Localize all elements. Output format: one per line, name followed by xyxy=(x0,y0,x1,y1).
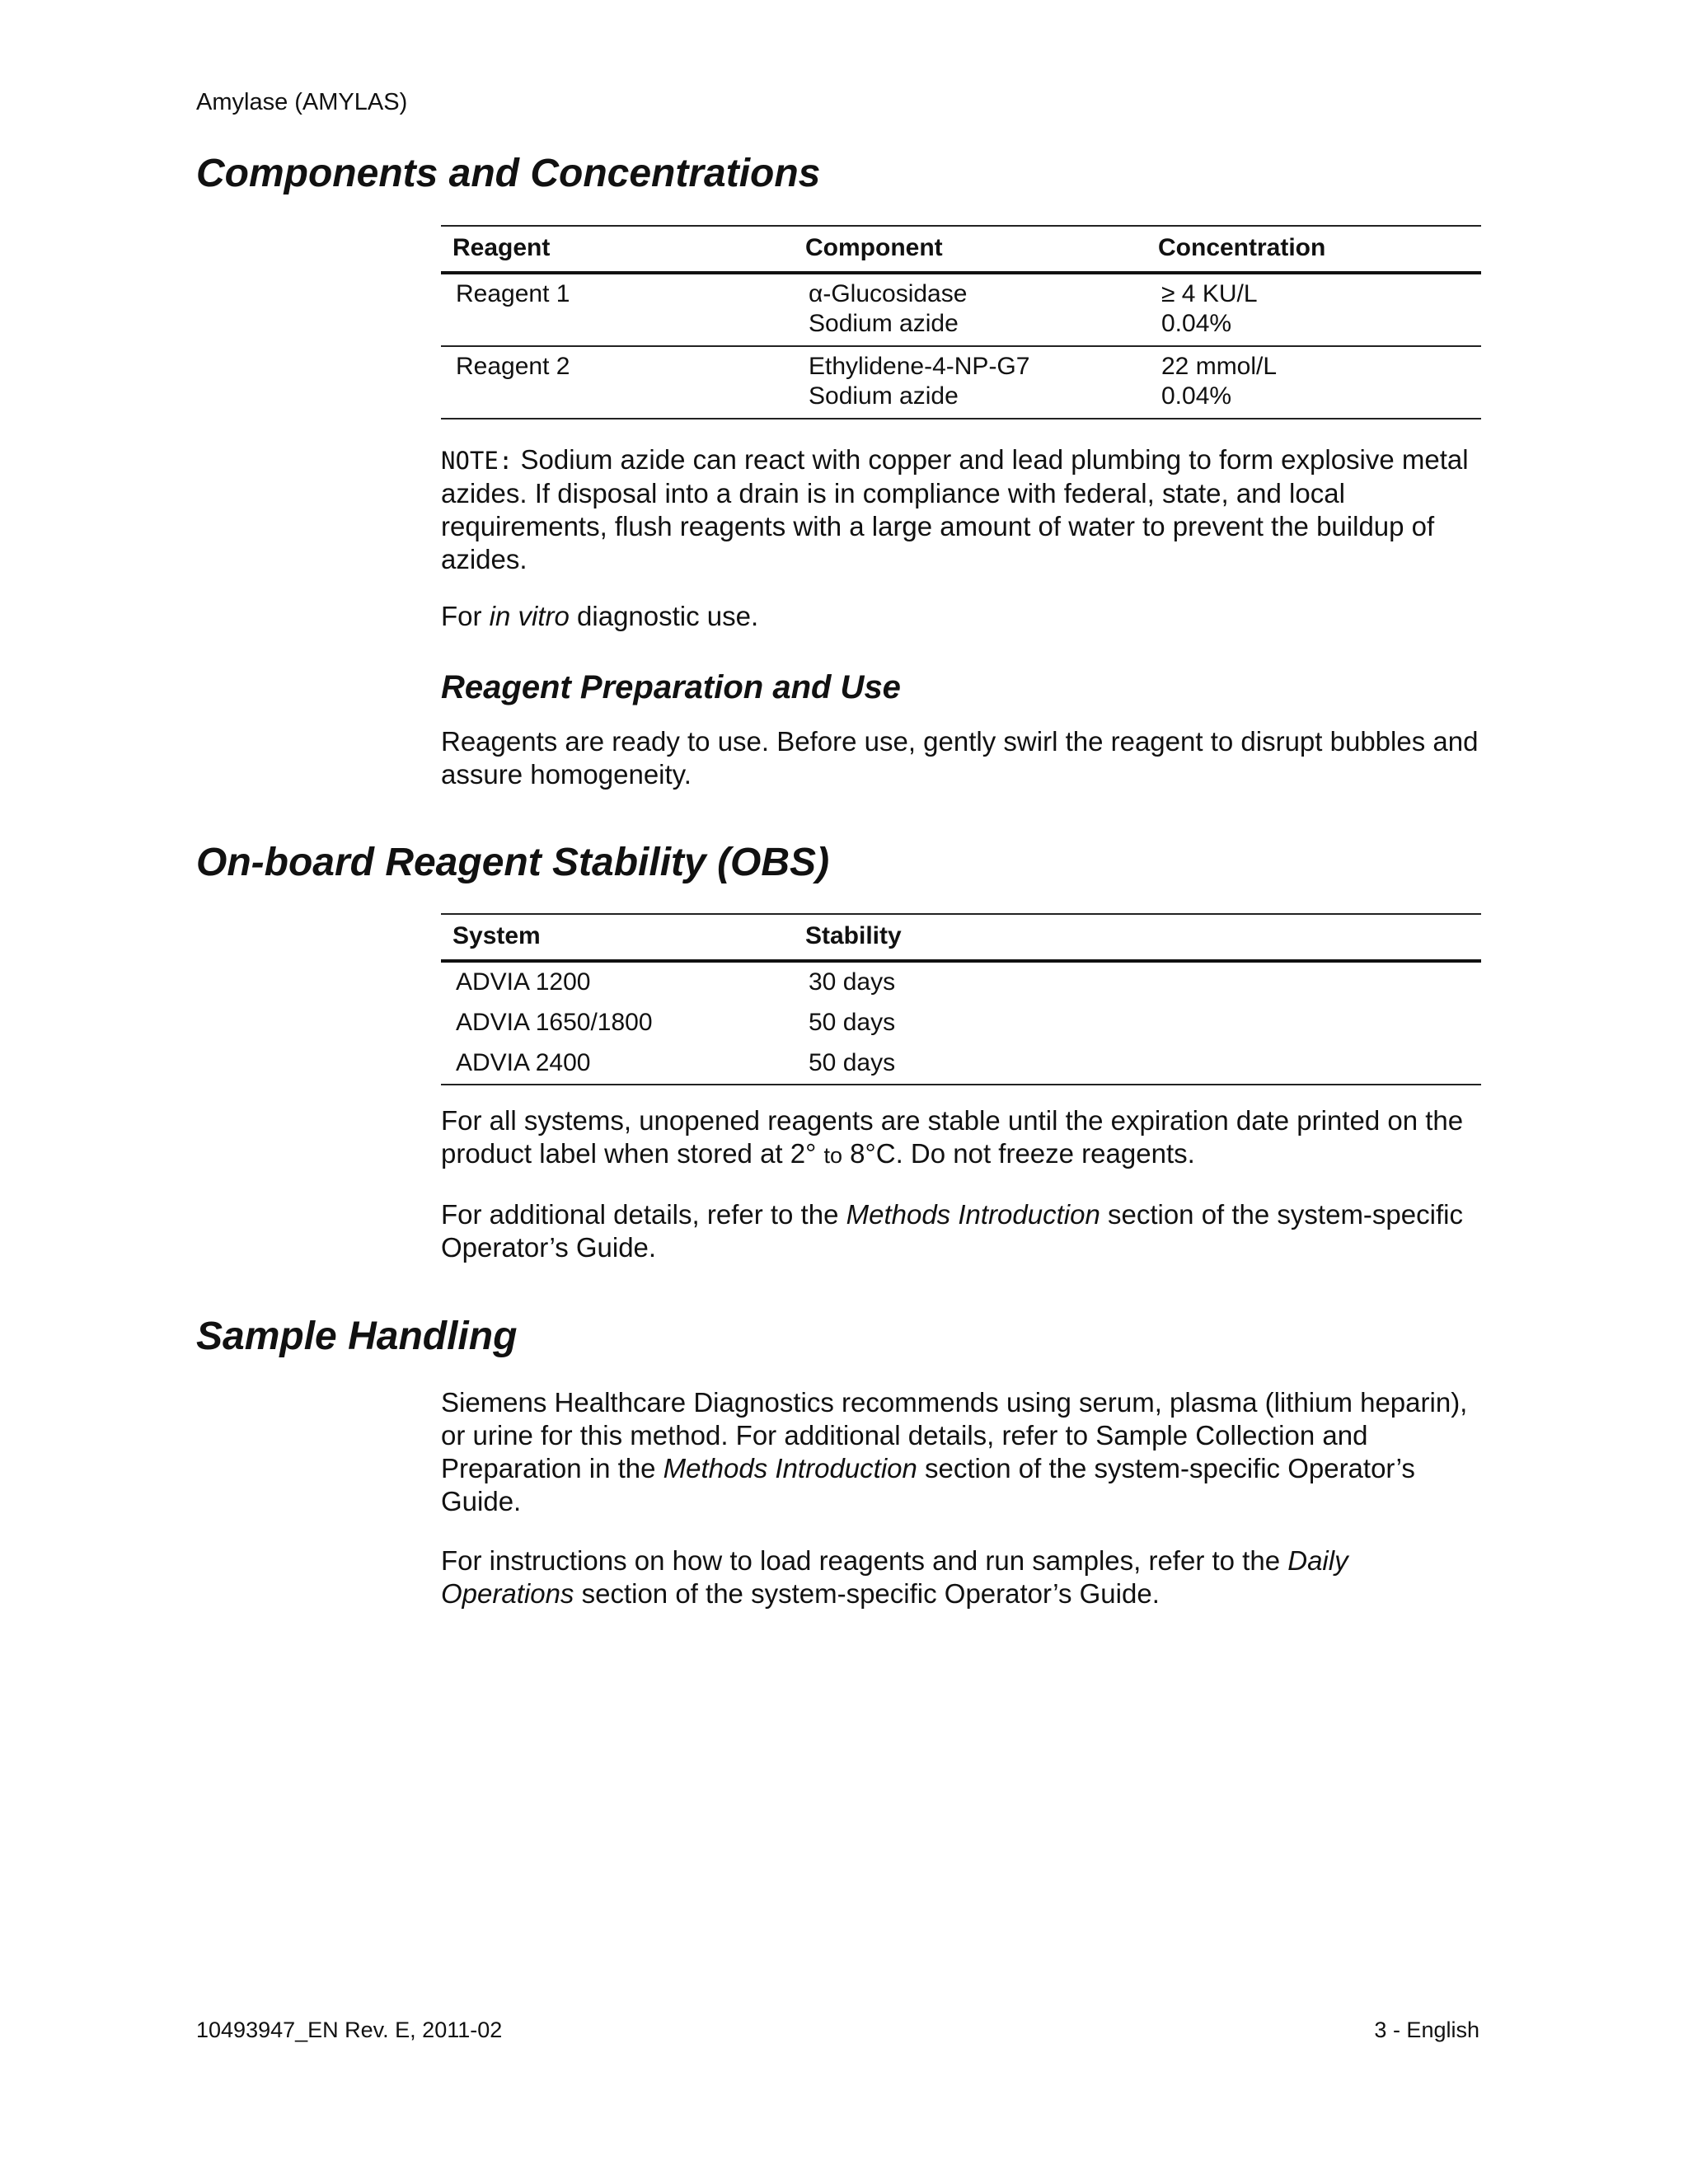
prep-text: Reagents are ready to use. Before use, gently swirl the reagent to disrupt bubbles and assure homogeneity. xyxy=(441,726,1479,790)
sample-p2-text-2: section of the system-specific Operator’s Guide. xyxy=(574,1578,1160,1609)
prep-paragraph xyxy=(441,725,1488,791)
column-header-stability: Stability xyxy=(794,914,1481,961)
column-header-component: Component xyxy=(794,226,1146,273)
components-table xyxy=(441,225,1481,419)
details-italic: Methods Introduction xyxy=(846,1199,1100,1230)
obs-heading: On-board Reagent Stability (OBS) xyxy=(196,841,830,884)
component-line: Sodium azide xyxy=(809,310,959,337)
system-cell: ADVIA 1200 xyxy=(456,968,591,996)
stability-cell: 50 days xyxy=(809,1009,896,1036)
sample-paragraph-1 xyxy=(441,1386,1488,1518)
component-line: Sodium azide xyxy=(809,382,959,410)
concentration-line: 0.04% xyxy=(1161,382,1232,410)
column-header-system: System xyxy=(441,914,794,961)
component-line: α-Glucosidase xyxy=(809,280,968,307)
table-header-row xyxy=(441,226,1481,273)
sample-paragraph-2 xyxy=(441,1544,1488,1610)
stability-cell: 30 days xyxy=(809,968,896,996)
footer-page-number: 3 - English xyxy=(1374,2018,1479,2042)
running-head: Amylase (AMYLAS) xyxy=(196,89,408,115)
concentration-cell xyxy=(1146,273,1481,346)
component-line: Ethylidene-4-NP-G7 xyxy=(809,353,1030,380)
details-suffix: section of the system-specific Operator’s Guide. xyxy=(441,1199,1463,1263)
system-cell: ADVIA 1650/1800 xyxy=(456,1009,653,1036)
footer-doc-id: 10493947_EN Rev. E, 2011-02 xyxy=(196,2018,503,2042)
component-cell xyxy=(794,346,1146,419)
sample-p2-text-1: For instructions on how to load reagents and run samples, refer to the xyxy=(441,1545,1288,1576)
concentration-line: ≥ 4 KU/L xyxy=(1161,280,1258,307)
reagent-cell: Reagent 1 xyxy=(441,273,794,346)
table-row xyxy=(441,1043,1481,1085)
system-cell: ADVIA 2400 xyxy=(441,1043,794,1085)
table-header-row xyxy=(441,914,1481,961)
concentration-line: 22 mmol/L xyxy=(1161,353,1278,380)
column-header-reagent: Reagent xyxy=(441,226,794,273)
details-paragraph xyxy=(441,1198,1488,1264)
component-cell xyxy=(794,273,1146,346)
table-row xyxy=(441,961,1481,1003)
concentration-line: 0.04% xyxy=(1161,310,1232,337)
details-prefix: For additional details, refer to the xyxy=(441,1199,846,1230)
storage-text-1: For all systems, unopened reagents are stable until the expiration date printed on the product label when stored at 2° xyxy=(441,1105,1464,1169)
concentration-cell xyxy=(1146,346,1481,419)
column-header-concentration: Concentration xyxy=(1146,226,1481,273)
ivd-prefix: For xyxy=(441,601,490,631)
note-text: Sodium azide can react with copper and lead plumbing to form explosive metal azides. If disposal into a drain is in compliance with federal, state, and local requirements, flush reagents with a large amount of water to prevent the buildup of azides. xyxy=(441,444,1469,574)
table-row xyxy=(441,1003,1481,1043)
reagent-cell: Reagent 2 xyxy=(441,346,794,419)
table-row xyxy=(441,346,1481,419)
sample-p2-italic: Daily Operations xyxy=(441,1545,1348,1609)
obs-table xyxy=(441,913,1481,1085)
sample-heading: Sample Handling xyxy=(196,1315,518,1358)
components-heading: Components and Concentrations xyxy=(196,152,821,195)
prep-heading: Reagent Preparation and Use xyxy=(441,669,901,705)
note-label: NOTE: xyxy=(441,447,513,475)
ivd-paragraph xyxy=(441,600,1488,633)
note-paragraph xyxy=(441,443,1488,576)
storage-paragraph xyxy=(441,1104,1488,1172)
sample-p1-italic: Methods Introduction xyxy=(663,1453,917,1483)
ivd-italic: in vitro xyxy=(489,601,570,631)
table-row xyxy=(441,273,1481,346)
sample-p1-text-2: section of the system-specific Operator’s Guide. xyxy=(441,1453,1415,1516)
storage-text-2: 8°C. Do not freeze reagents. xyxy=(842,1138,1195,1169)
sample-p1-text-1: Siemens Healthcare Diagnostics recommends using serum, plasma (lithium heparin), or urine for this method. For additional details, refer to Sample Collection and Preparation in the xyxy=(441,1387,1468,1483)
ivd-suffix: diagnostic use. xyxy=(569,601,759,631)
storage-to: to xyxy=(823,1143,843,1168)
stability-cell: 50 days xyxy=(794,1043,1481,1085)
